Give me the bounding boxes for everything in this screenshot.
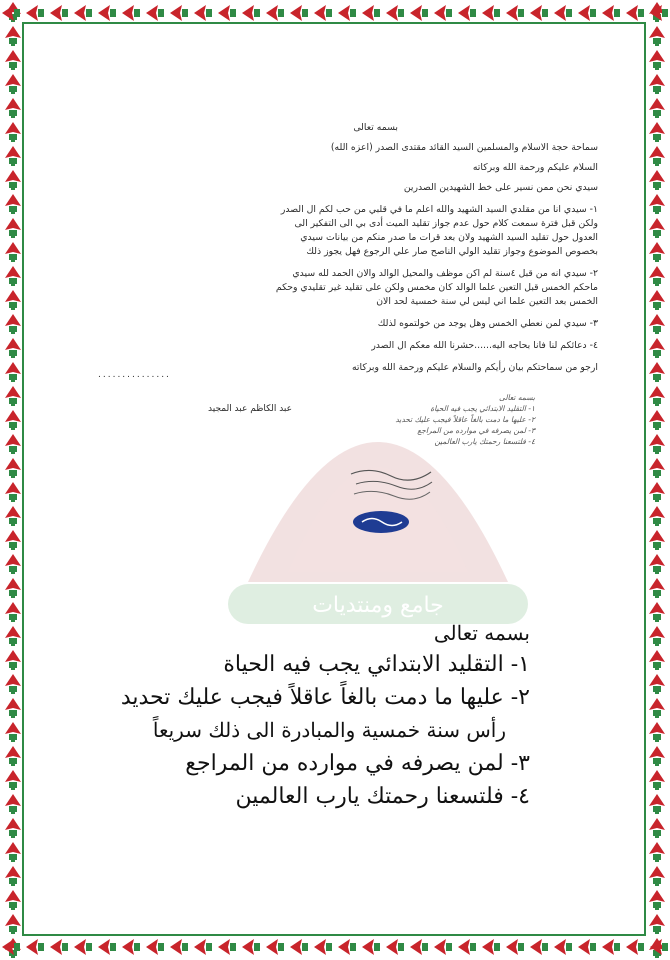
- letter-heading: بسمه تعالى: [353, 122, 398, 133]
- letter-intro: سيدي نحن ممن نسير على خط الشهيدين الصدرين: [403, 182, 598, 193]
- reply-line-0: بسمه تعالى: [498, 393, 535, 402]
- answer-2-continued: رأس سنة خمسية والمبادرة الى ذلك سريعاً: [152, 718, 506, 742]
- reply-line-2: ٢- عليها ما دمت بالغاً عاقلاً فيجب عليك تحديد: [395, 415, 535, 424]
- typed-answers: [110, 618, 530, 813]
- answer-1: ١- التقليد الابتدائي يجب فيه الحياة: [223, 652, 530, 677]
- q1-line-4: بخصوص الموضوع وجواز تقليد الولي الناصح صار علي الرجوع فهل يجوز ذلك: [306, 246, 598, 257]
- signature-scribble: [346, 464, 436, 504]
- frame-right-border: [644, 0, 670, 960]
- scanned-letter: [90, 112, 598, 618]
- answer-2: ٢- عليها ما دمت بالغاً عاقلاً فيجب عليك تحديد: [120, 685, 530, 710]
- reply-line-4: ٤- فلتسعنا رحمتك يارب العالمين: [434, 437, 535, 446]
- frame-bottom-border: [0, 934, 670, 960]
- reply-line-1: ١- التقليد الابتدائي يجب فيه الحياة: [430, 404, 535, 413]
- answer-4: ٤- فلتسعنا رحمتك يارب العالمين: [235, 784, 530, 809]
- q2-line-3: الخمس بعد التعين علما اني ليس لي سنة خمسية لحد الان: [376, 296, 598, 307]
- signer-name: عبد الكاظم عبد المجيد: [208, 404, 293, 414]
- q4-line: ٤- دعائكم لنا فانا بحاجه اليه......حشرنا الله معكم ال الصدر: [371, 340, 598, 351]
- q2-line-1: ٢- سيدي انه من قبل ٤سنة لم اكن موظف والمحيل الوالد والان الحمد لله سيدي: [292, 268, 598, 279]
- closing-dots: ...............: [98, 370, 171, 380]
- letter-greeting: السلام عليكم ورحمة الله وبركاته: [472, 162, 598, 173]
- q1-line-2: ولكن قبل فترة سمعت كلام حول عدم جواز تقليد الميت أدى بي الى التفكير الى: [294, 218, 598, 229]
- q1-line-1: ١- سيدي انا من مقلدي السيد الشهيد والله اعلم ما في قلبي من حب لكم ال الصدر: [280, 204, 598, 215]
- handwritten-reply: [325, 392, 535, 462]
- answers-heading: بسمه تعالى: [433, 621, 530, 645]
- watermark-text: جامع ومنتديات: [312, 593, 444, 618]
- q3-line: ٣- سيدي لمن نعطي الخمس وهل يوجد من خولتموه لذلك: [377, 318, 598, 329]
- reply-line-3: ٣- لمن يصرفه في موارده من المراجع: [417, 426, 535, 435]
- answer-3: ٣- لمن يصرفه في موارده من المراجع: [185, 751, 530, 776]
- letter-closing: ارجو من سماحتكم بيان رأيكم والسلام عليكم ورحمة الله وبركاته: [351, 362, 598, 373]
- q1-line-3: العدول حول تقليد السيد الشهيد ولان بعد قرات ما صدر منكم من بيانات سيدي: [300, 232, 598, 243]
- office-seal: [352, 510, 410, 534]
- q2-line-2: ماحكم الخمس قبل التعين علما الوالد كان مخمس ولكن على تقليد غير تقليدي وحكم: [275, 282, 598, 293]
- letter-address: سماحة حجة الاسلام والمسلمين السيد القائد مقتدى الصدر (اعزه الله): [330, 142, 598, 153]
